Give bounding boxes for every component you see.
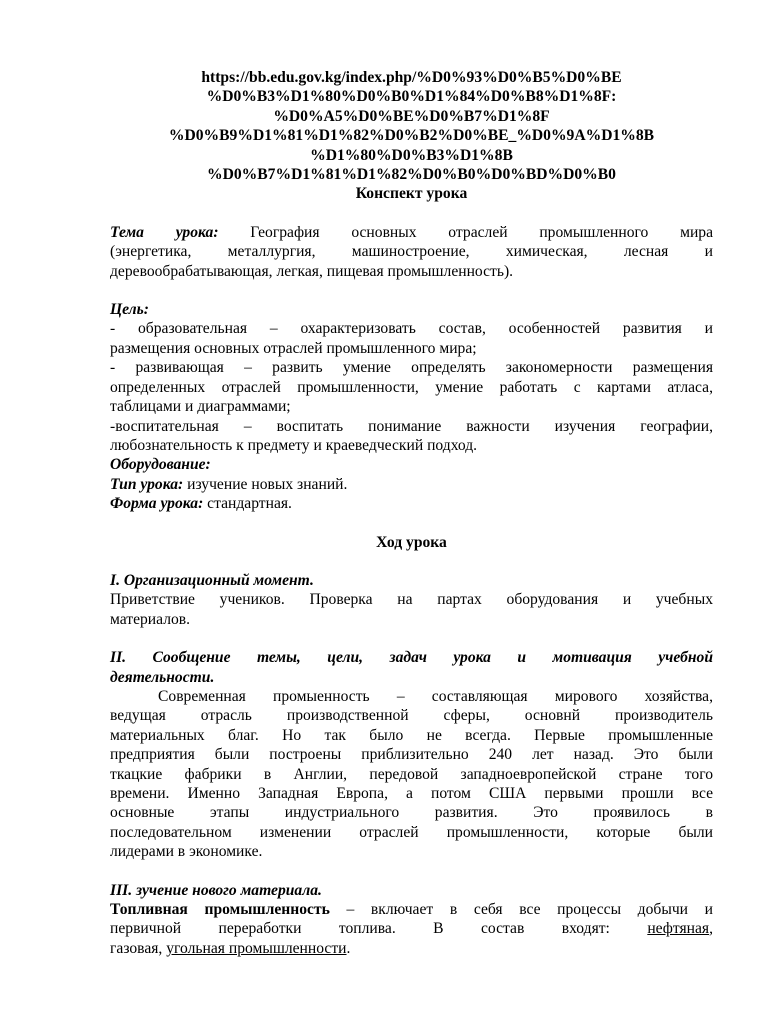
url-line: https://bb.edu.gov.kg/index.php/%D0%93%D0%B5%D0%BE: [201, 69, 622, 86]
section-2-heading-1: II. Сообщение темы, цели, задач урока и мотивация учебной: [110, 649, 713, 667]
section-2-line: ведущая отрасль производственной сферы, основнй производитель: [110, 707, 713, 725]
fuel-line-1-rest: – включает в себя все процессы добычи и: [329, 901, 713, 919]
lesson-form: [110, 494, 713, 513]
header-url: [110, 68, 713, 184]
document-title: Конспект урока: [355, 185, 468, 203]
gas-industry: газовая,: [110, 939, 167, 957]
section-3-heading: III. зучение нового материала.: [110, 881, 322, 899]
topic-line-1: [110, 223, 713, 242]
topic-line-2: (энергетика, металлургия, машиностроение, химическая, лесная и: [110, 243, 713, 261]
lesson-type-value: изучение новых знаний.: [183, 475, 348, 493]
fuel-line-2: [110, 919, 713, 938]
goal-label: Цель:: [110, 301, 149, 319]
coal-industry: угольная промышленности: [166, 939, 347, 957]
goal-developing-2: определенных отраслей промышленности, умение работать с картами атласа,: [110, 378, 713, 396]
fuel-line-3: [110, 939, 713, 958]
lesson-form-label: Форма урока:: [110, 495, 204, 513]
fuel-line-1: [110, 900, 713, 919]
section-2-last-line: лидерами в экономике.: [110, 843, 263, 861]
lesson-type: [110, 475, 713, 494]
section-2-line: Современная промыенность – составляющая мирового хозяйства,: [158, 687, 713, 705]
section-2-line: последовательном изменении отраслей промышленности, которые были: [110, 823, 713, 841]
goal-upbringing-2: любознательность к предмету и краеведческий подход.: [110, 436, 478, 454]
fuel-term: Топливная промышленность: [110, 901, 330, 919]
url-line: %D0%B9%D1%81%D1%82%D0%B2%D0%BE_%D0%9A%D1%8B: [168, 127, 655, 145]
course-title: Ход урока: [376, 533, 447, 551]
goal-educational-1: - образовательная – охарактеризовать состав, особенностей развития и: [110, 320, 713, 338]
section-2-line: основные этапы индустриального развития. Это проявилось в: [110, 804, 713, 822]
lesson-type-label: Тип урока:: [110, 475, 184, 493]
topic-label: Тема урока:: [110, 223, 219, 241]
goal-developing-3: таблицами и диаграммами;: [110, 398, 291, 416]
topic-line-3: деревообрабатывающая, легкая, пищевая промышленность).: [110, 262, 514, 280]
section-1-heading: I. Организационный момент.: [110, 571, 314, 589]
section-2-line: предприятия были построены приблизительно 240 лет назад. Это были: [110, 746, 713, 764]
section-1-line-1: Приветствие учеников. Проверка на партах оборудования и учебных: [110, 591, 713, 609]
url-line: %D0%B7%D1%81%D1%82%D0%B0%D0%BD%D0%B0: [207, 166, 616, 184]
url-line: %D1%80%D0%B3%D1%8B: [310, 146, 513, 164]
section-2-heading-2: деятельности.: [110, 668, 215, 686]
comma: ,: [709, 920, 713, 938]
topic-text: География основных отраслей промышленного мира: [250, 223, 714, 241]
goal-developing-1: - развивающая – развить умение определять закономерности размещения: [110, 359, 713, 377]
url-line: %D0%B3%D1%80%D0%B0%D1%84%D0%B8%D1%8F:: [206, 88, 617, 106]
section-2-line: времени. Именно Западная Европа, а потом США первыми прошли все: [110, 785, 713, 802]
oil-industry: нефтяная: [647, 920, 710, 938]
section-1-line-2: материалов.: [110, 610, 191, 628]
section-2-line: материальных благ. Но так было не всегда. Первые промышленные: [110, 726, 713, 744]
goal-upbringing-1: -воспитательная – воспитать понимание важности изучения географии,: [110, 417, 713, 435]
fuel-line-2-text: первичной переработки топлива. В состав входят:: [110, 920, 648, 938]
equipment-label: Оборудование:: [110, 456, 211, 474]
url-line: %D0%A5%D0%BE%D0%B7%D1%8F: [273, 107, 550, 125]
section-2-line: ткацкие фабрики в Англии, передовой западноевропейской стране того: [110, 765, 713, 783]
period: .: [346, 939, 351, 957]
goal-educational-2: размещения основных отраслей промышленного мира;: [110, 339, 477, 357]
lesson-form-value: стандартная.: [203, 495, 292, 513]
